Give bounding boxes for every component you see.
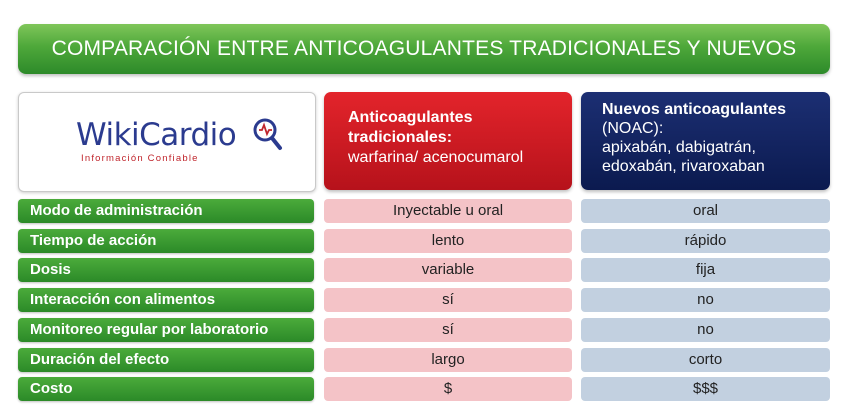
logo-tagline: Información Confiable xyxy=(81,153,199,164)
row-label: Costo xyxy=(18,377,314,401)
cell-traditional: lento xyxy=(324,229,572,253)
magnifier-icon xyxy=(253,117,283,151)
cell-new: no xyxy=(581,318,830,342)
cell-traditional: sí xyxy=(324,288,572,312)
cell-new: rápido xyxy=(581,229,830,253)
header-new-drugs-1: apixabán, dabigatrán, xyxy=(602,139,756,156)
row-label: Monitoreo regular por laboratorio xyxy=(18,318,314,342)
header-traditional xyxy=(324,92,572,190)
cell-traditional: Inyectable u oral xyxy=(324,199,572,223)
logo-box xyxy=(18,92,316,192)
title-banner xyxy=(18,24,830,74)
cell-new: corto xyxy=(581,348,830,372)
row-label: Dosis xyxy=(18,258,314,282)
header-new-title: Nuevos anticoagulantes xyxy=(602,101,787,118)
header-new xyxy=(581,92,830,190)
header-traditional-drugs: warfarina/ acenocumarol xyxy=(348,149,524,166)
header-new-abbr: (NOAC): xyxy=(602,120,664,137)
cell-new: no xyxy=(581,288,830,312)
cell-traditional: sí xyxy=(324,318,572,342)
cell-new: oral xyxy=(581,199,830,223)
cell-traditional: $ xyxy=(324,377,572,401)
cell-traditional: largo xyxy=(324,348,572,372)
row-label: Tiempo de acción xyxy=(18,229,314,253)
row-label: Duración del efecto xyxy=(18,348,314,372)
page-title: COMPARACIÓN ENTRE ANTICOAGULANTES TRADICIONALES Y NUEVOS xyxy=(51,37,797,60)
row-label: Interacción con alimentos xyxy=(18,288,314,312)
logo-wordmark: WikiCardio xyxy=(76,117,237,153)
row-label: Modo de administración xyxy=(18,199,314,223)
cell-new: $$$ xyxy=(581,377,830,401)
cell-traditional: variable xyxy=(324,258,572,282)
cell-new: fija xyxy=(581,258,830,282)
header-traditional-title: Anticoagulantes tradicionales: xyxy=(348,109,473,146)
header-new-drugs-2: edoxabán, rivaroxaban xyxy=(602,158,765,175)
